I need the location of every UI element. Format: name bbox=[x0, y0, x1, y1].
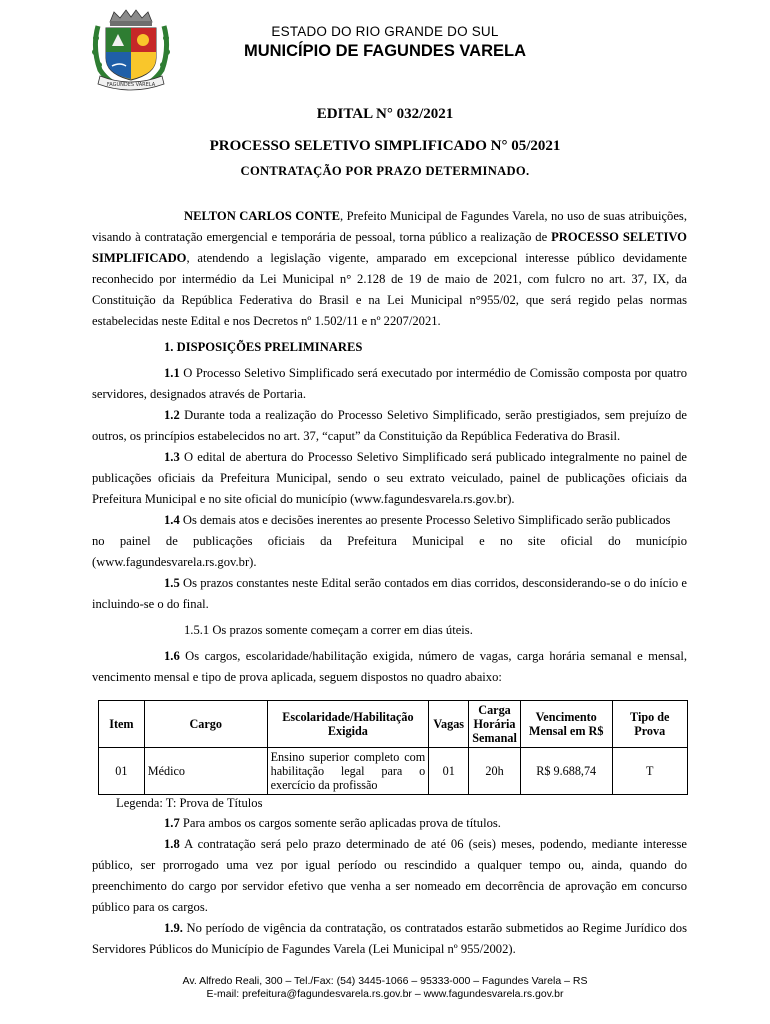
item-number: 1.7 bbox=[164, 816, 180, 830]
item-text: Para ambos os cargos somente serão aplicadas prova de títulos. bbox=[179, 816, 501, 830]
item-number: 1.2 bbox=[164, 408, 180, 422]
item-number: 1.1 bbox=[164, 366, 180, 380]
item-text: Os cargos, escolaridade/habilitação exigida, número de vagas, carga horária semanal e mensal, vencimento mensal e tipo de prova aplicada, seguem dispostos no quadro abaixo: bbox=[92, 649, 687, 684]
col-header-escolaridade: Escolaridade/Habilitação Exigida bbox=[267, 701, 429, 748]
item-text: Os demais atos e decisões inerentes ao presente Processo Seletivo Simplificado serão publicados bbox=[179, 513, 671, 527]
item-text: Durante toda a realização do Processo Seletivo Simplificado, serão prestigiados, sem prejuízo de outros, os princípios estabelecidos no art. 37, “caput” da Constituição da República Federativa do Brasil. bbox=[92, 408, 687, 443]
item-text: O Processo Seletivo Simplificado será executado por intermédio de Comissão composta por quatro servidores, designados através de Portaria. bbox=[92, 366, 687, 401]
item-1-4-line2: no painel de publicações oficiais da Prefeitura Municipal e no site oficial do município bbox=[92, 534, 687, 548]
item-1-5 bbox=[92, 573, 687, 615]
item-1-9 bbox=[92, 918, 687, 960]
col-header-vencimento: Vencimento Mensal em R$ bbox=[520, 701, 612, 748]
mayor-name: NELTON CARLOS CONTE bbox=[184, 209, 341, 223]
col-header-vagas: Vagas bbox=[429, 701, 469, 748]
col-header-tipo: Tipo de Prova bbox=[612, 701, 687, 748]
table-row bbox=[99, 748, 688, 795]
edital-title: EDITAL N° 032/2021 bbox=[316, 106, 454, 122]
cell-item: 01 bbox=[99, 748, 145, 795]
item-number: 1.9. bbox=[164, 921, 183, 935]
processo-title: PROCESSO SELETIVO SIMPLIFICADO N° 05/2021 bbox=[209, 138, 561, 154]
cell-tipo: T bbox=[612, 748, 687, 795]
item-text: Os prazos constantes neste Edital serão contados em dias corridos, desconsiderando-se o do início e incluindo-se o do final. bbox=[92, 576, 687, 611]
table-header-row bbox=[99, 701, 688, 748]
contratacao-subtitle: CONTRATAÇÃO POR PRAZO DETERMINADO. bbox=[240, 164, 530, 178]
item-text: No período de vigência da contratação, os contratados estarão submetidos ao Regime Jurídico dos Servidores Públicos do Município de Fagundes Varela (Lei Municipal nº 955/2002). bbox=[92, 921, 687, 956]
section-1-title: 1. DISPOSIÇÕES PRELIMINARES bbox=[164, 340, 363, 354]
item-number: 1.4 bbox=[164, 513, 180, 527]
item-number: 1.3 bbox=[164, 450, 180, 464]
header-state: ESTADO DO RIO GRANDE DO SUL bbox=[271, 24, 499, 39]
col-header-cargo: Cargo bbox=[144, 701, 267, 748]
cell-vencimento: R$ 9.688,74 bbox=[520, 748, 612, 795]
item-text: O edital de abertura do Processo Seletivo Simplificado será publicado integralmente no painel de publicações oficiais da Prefeitura Municipal, sendo o seu extrato veiculado, painel de publicações oficiais da Prefeitura Municipal e no site oficial do município (www.fagundesvarela.rs.gov.br). bbox=[92, 450, 687, 506]
page-footer bbox=[0, 975, 770, 1001]
item-1-7 bbox=[92, 813, 687, 834]
item-1-1 bbox=[92, 363, 687, 405]
cell-cargo: Médico bbox=[144, 748, 267, 795]
cell-vagas: 01 bbox=[429, 748, 469, 795]
vacancies-table bbox=[98, 700, 688, 795]
item-1-6 bbox=[92, 646, 687, 688]
table-legend: Legenda: T: Prova de Títulos bbox=[116, 796, 263, 810]
header-municipality: MUNICÍPIO DE FAGUNDES VARELA bbox=[243, 42, 527, 60]
intro-paragraph bbox=[92, 206, 687, 332]
item-1-8 bbox=[92, 834, 687, 918]
municipal-crest-logo bbox=[90, 8, 172, 94]
cell-escolaridade: Ensino superior completo com habilitação legal para o exercício da profissão bbox=[267, 748, 429, 795]
footer-contact: E-mail: prefeitura@fagundesvarela.rs.gov.br – www.fagundesvarela.rs.gov.br bbox=[206, 988, 564, 1000]
intro-bold-process: PROCESSO SELETIVO SIMPLIFICADO bbox=[92, 230, 687, 265]
item-1-3 bbox=[92, 447, 687, 510]
item-text: A contratação será pelo prazo determinado de até 06 (seis) meses, podendo, mediante interesse público, ser prorrogado uma vez por igual período ou rescindido a qualquer tempo ou, ainda, quando do preenchimento do cargo por servidor efetivo que venha a ser nomeado em decorrência de aprovação em concurso público para os cargos. bbox=[92, 837, 687, 914]
item-1-4-line3: (www.fagundesvarela.rs.gov.br). bbox=[92, 555, 257, 569]
footer-address: Av. Alfredo Reali, 300 – Tel./Fax: (54) 3445-1066 – 95333-000 – Fagundes Varela – RS bbox=[182, 975, 588, 987]
item-1-2 bbox=[92, 405, 687, 447]
item-number: 1.5 bbox=[164, 576, 180, 590]
intro-text-part1: , Prefeito Municipal de Fagundes Varela, no uso de suas atribuições, visando à contratação emergencial e temporária de pessoal, torna público a realização de bbox=[92, 209, 687, 244]
item-1-4 bbox=[92, 510, 687, 531]
crest-ribbon-text: FAGUNDES VARELA bbox=[106, 82, 156, 88]
intro-text-part2: , atendendo a legislação vigente, amparado em excepcional interesse público devidamente reconhecido por intermédio da Lei Municipal n° 2.128 de 19 de maio de 2021, com fulcro no art. 37, IX, da Constituição da República Federativa do Brasil e na Lei Municipal n°955/02, que será regido pelas normas estabelecidas neste Edital e nos Decretos nº 1.502/11 e nº 2207/2021. bbox=[92, 251, 687, 328]
document-body bbox=[92, 206, 687, 960]
cell-carga: 20h bbox=[469, 748, 521, 795]
col-header-carga: Carga Horária Semanal bbox=[469, 701, 521, 748]
item-number: 1.6 bbox=[164, 649, 180, 663]
col-header-item: Item bbox=[99, 701, 145, 748]
item-number: 1.8 bbox=[164, 837, 180, 851]
item-1-5-1: 1.5.1 Os prazos somente começam a correr em dias úteis. bbox=[184, 623, 473, 637]
